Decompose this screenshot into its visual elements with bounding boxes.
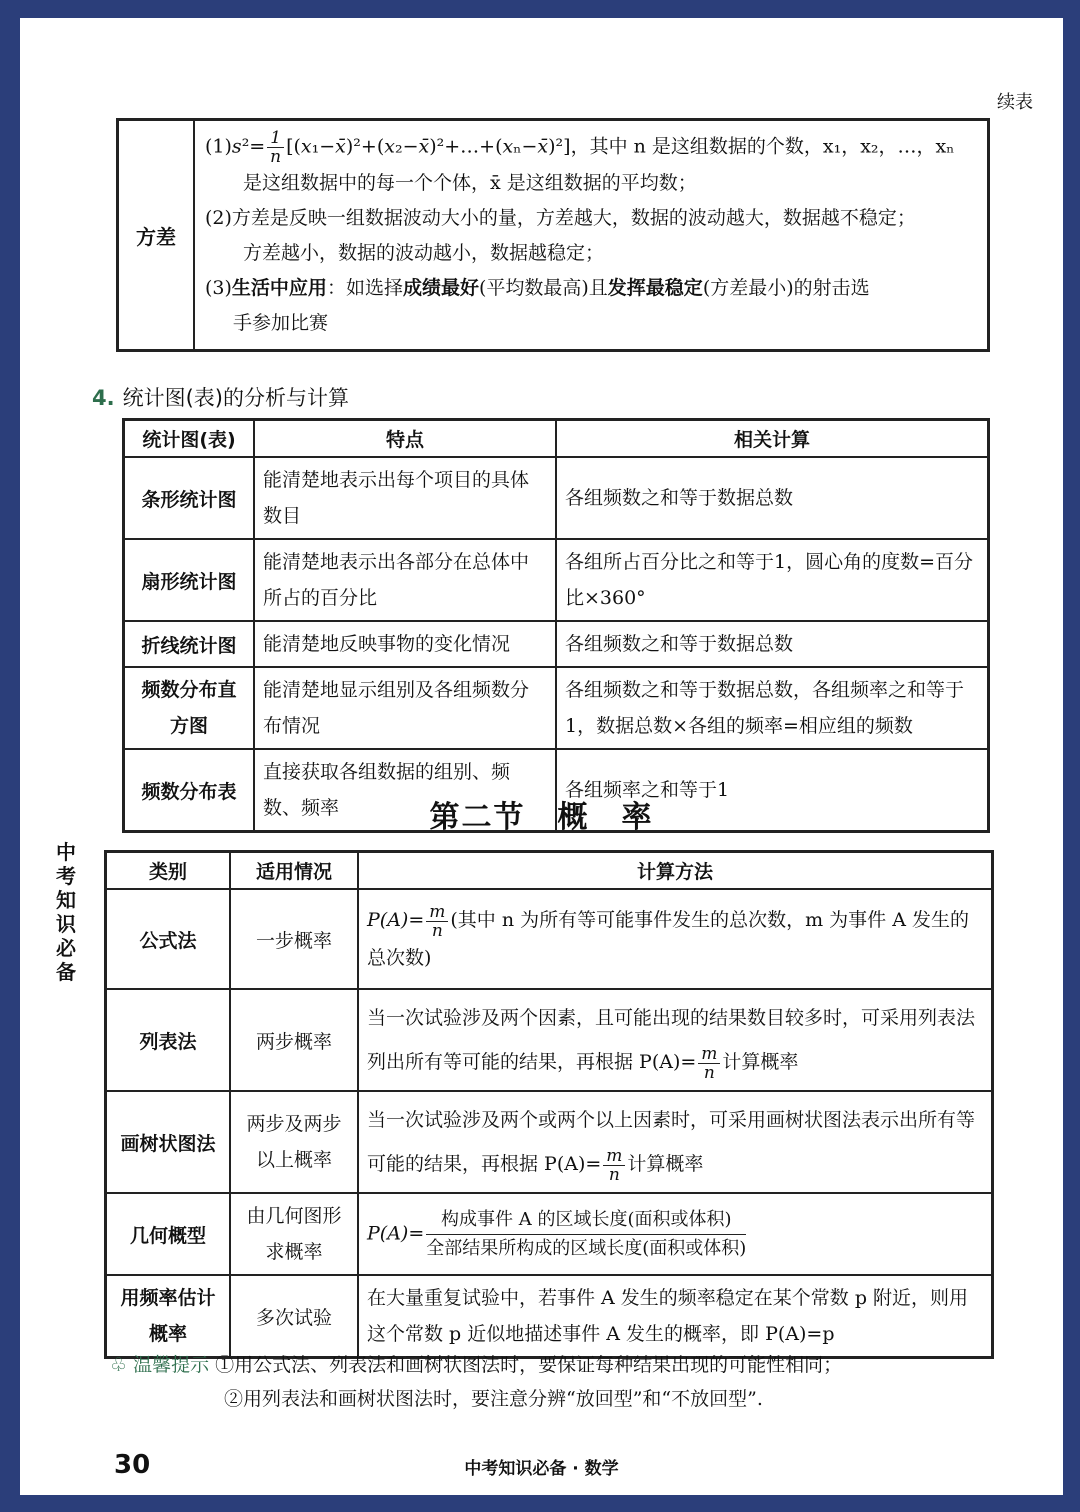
variance-p2b: 方差越小，数据的波动越小，数据越稳定； xyxy=(243,242,605,264)
lightbulb-icon: ♧ xyxy=(110,1354,134,1376)
prob-row-case: 由几何图形求概率 xyxy=(230,1193,358,1275)
stats-row-feature: 能清楚地表示出每个项目的具体数目 xyxy=(254,457,556,539)
stats-row-name: 频数分布直方图 xyxy=(124,667,255,749)
prob-row-name: 列表法 xyxy=(106,989,231,1091)
prob-row-method: 在大量重复试验中，若事件 A 发生的频率稳定在某个常数 p 附近，则用这个常数 p 近似地描述事件 A 发生的概率，即 P(A)=p xyxy=(358,1275,993,1358)
stats-row-name: 扇形统计图 xyxy=(124,539,255,621)
stats-row-name: 频数分布表 xyxy=(124,749,255,832)
section4-heading: 4. 统计图(表)的分析与计算 xyxy=(92,386,349,410)
sidebar-label: 中考知识必备 xyxy=(56,840,76,984)
page-number: 30 xyxy=(114,1450,151,1480)
variance-p3-end: 手参加比赛 xyxy=(233,312,329,334)
prob-row-name: 用频率估计概率 xyxy=(106,1275,231,1358)
prob-header-case: 适用情况 xyxy=(230,852,358,890)
stats-table xyxy=(122,418,990,833)
probability-table xyxy=(104,850,994,1359)
prob-row-name: 公式法 xyxy=(106,889,231,989)
page xyxy=(20,18,1063,1495)
stats-row-name: 条形统计图 xyxy=(124,457,255,539)
stats-header-type: 统计图(表) xyxy=(124,420,255,458)
variance-p3: (3)生活中应用：如选择成绩最好(平均数最高)且发挥最稳定(方差最小)的射击选 xyxy=(205,277,870,299)
section2-title: 第二节 概 率 xyxy=(429,800,654,835)
variance-label: 方差 xyxy=(118,120,195,351)
tip-line1: ①用公式法、列表法和画树状图法时，要保证每种结果出现的可能性相同； xyxy=(215,1354,843,1376)
prob-row-name: 几何概型 xyxy=(106,1193,231,1275)
variance-content xyxy=(194,120,989,351)
prob-row-name: 画树状图法 xyxy=(106,1091,231,1193)
prob-row-method: 当一次试验涉及两个或两个以上因素时，可采用画树状图法表示出所有等可能的结果，再根据 P(A)= $\frac{m}{n}$ 计算概率 xyxy=(358,1091,993,1193)
prob-row-method: 当一次试验涉及两个因素，且可能出现的结果数目较多时，可采用列表法列出所有等可能的结果，再根据 P(A)= $\frac{m}{n}$ 计算概率 xyxy=(358,989,993,1091)
variance-table xyxy=(116,118,990,352)
stats-row-feature: 能清楚地表示出各部分在总体中所占的百分比 xyxy=(254,539,556,621)
stats-row-feature: 直接获取各组数据的组别、频数、频率 xyxy=(254,749,556,832)
tip-label: 温馨提示 xyxy=(133,1354,210,1376)
stats-row-calc: 各组频数之和等于数据总数 xyxy=(556,621,989,667)
prob-row-method: P(A)= $\frac{m}{n}$ (其中 n 为所有等可能事件发生的总次数，m 为事件 A 发生的总次数) xyxy=(358,889,993,989)
prob-row-case: 一步概率 xyxy=(230,889,358,989)
prob-header-category: 类别 xyxy=(106,852,231,890)
stats-row-calc: 各组所占百分比之和等于1，圆心角的度数=百分比×360° xyxy=(556,539,989,621)
stats-row-name: 折线统计图 xyxy=(124,621,255,667)
stats-header-calc: 相关计算 xyxy=(556,420,989,458)
prob-header-method: 计算方法 xyxy=(358,852,993,890)
variance-p1b: 是这组数据中的每一个个体，x̄ 是这组数据的平均数； xyxy=(243,172,697,194)
tip-line2: ②用列表法和画树状图法时，要注意分辨“放回型”和“不放回型”. xyxy=(224,1388,763,1410)
stats-row-calc: 各组频率之和等于1 xyxy=(556,749,989,832)
stats-row-feature: 能清楚地显示组别及各组频数分布情况 xyxy=(254,667,556,749)
variance-p2a: (2)方差是反映一组数据波动大小的量，方差越大，数据的波动越大，数据越不稳定； xyxy=(205,207,916,229)
footer-title: 中考知识必备 · 数学 xyxy=(464,1459,619,1479)
prob-row-case: 两步及两步以上概率 xyxy=(230,1091,358,1193)
stats-header-feature: 特点 xyxy=(254,420,556,458)
continued-label: 续表 xyxy=(997,92,1033,113)
stats-row-feature: 能清楚地反映事物的变化情况 xyxy=(254,621,556,667)
prob-row-case: 多次试验 xyxy=(230,1275,358,1358)
variance-formula: (1)s²= $\frac{1}{n}$ [(x₁−x̄)²+(x₂−x̄)²+…+(xₙ−x̄)²]，其中 n 是这组数据的个数，x₁，x₂，…，xₙ xyxy=(205,128,955,167)
stats-row-calc: 各组频数之和等于数据总数 xyxy=(556,457,989,539)
prob-row-method: P(A)= $\frac{\text{构成事件 A 的区域长度(面积或体积)}}{\text{全部结果所构成的区域长度(面积或体积)}}$ xyxy=(358,1193,993,1275)
prob-row-case: 两步概率 xyxy=(230,989,358,1091)
tip-box xyxy=(110,1348,842,1416)
stats-row-calc: 各组频数之和等于数据总数，各组频率之和等于1，数据总数×各组的频率=相应组的频数 xyxy=(556,667,989,749)
